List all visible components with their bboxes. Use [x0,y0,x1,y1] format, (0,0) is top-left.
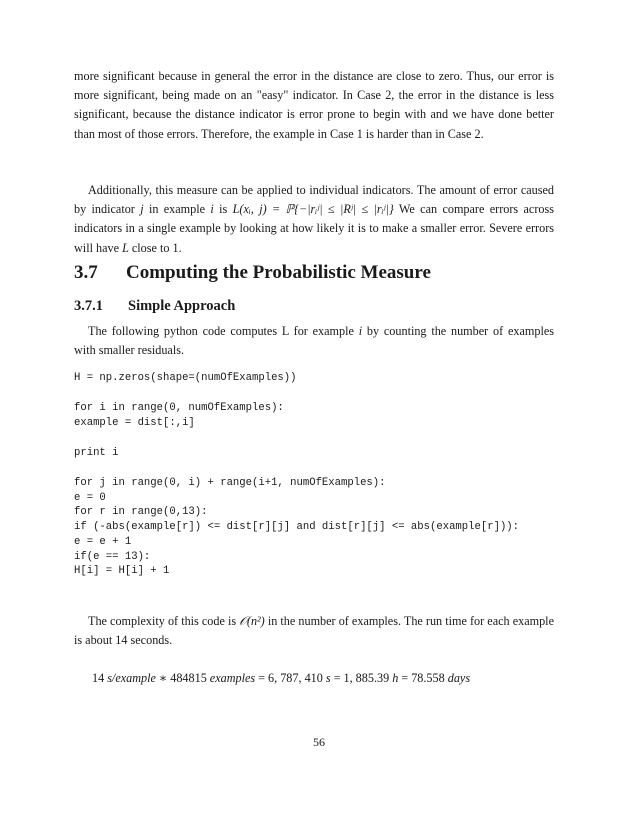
inline-formula-complexity: 𝒪(n²) [239,614,265,628]
equation-operator: ∗ [158,671,168,685]
math-variable-i: i [210,202,214,217]
equation-unit: h [392,671,399,685]
paragraph-text: The following python code computes L for example [88,324,359,338]
paragraph-text: in example [143,202,211,217]
math-variable-j: j [140,202,144,217]
section-heading [74,262,431,284]
paragraph-case-comparison [74,67,554,144]
runtime-equation [92,671,473,686]
paragraph-text: close to 1. [128,240,182,255]
equation-unit: examples [209,671,256,685]
code-block-inner-loop: for j in range(0, i) + range(i+1, numOfExamples): e = 0 for r in range(0,13): if (-abs(example[r]) <= dist[r][j] and dist[r][j] <= abs(example[r])): e = e + 1 if(e == 13): H[i] = H[i] + 1 [74,477,520,578]
section-number: 3.7 [74,262,98,283]
section-title: Computing the Probabilistic Measure [126,262,431,283]
paragraph-complexity [74,612,554,650]
paragraph-text: in the number of examples. The run time for each example is about 14 seconds. [74,614,554,648]
paragraph-code-intro [74,322,554,360]
page-number: 56 [313,735,325,749]
equation-term: 14 [92,671,105,685]
math-variable-i: i [358,324,363,338]
equation-unit: days [447,671,471,685]
subsection-heading [74,298,235,315]
paragraph-text: Additionally, this measure can be applied to individual indicators. The amount of error caused by indicator [74,183,554,217]
equation-unit: s/example [107,671,156,685]
paragraph-individual-indicators [74,181,554,258]
code-block-outer-loop: for i in range(0, numOfExamples): example = dist[:,i] [74,402,284,429]
paragraph-text: We can compare errors across indicators in a single example by looking at how likely it is to make a smaller error. Severe errors will have [74,202,554,255]
equation-operator: = [258,671,266,685]
equation-unit: s [325,671,331,685]
paragraph-text: is [213,202,233,217]
equation-operator: = [333,671,341,685]
math-variable-L: L [122,240,129,255]
inline-formula-L: L(xᵢ, j) = ℙ{−|rᵢʲ| ≤ |Rʲ| ≤ |rᵢʲ|} [232,202,394,217]
equation-term: 484815 [170,671,207,685]
equation-term: = 78.558 [401,671,445,685]
paragraph-text: more significant because in general the error in the distance are close to zero. Thus, our error is more significant, being made on an "easy" indicator. In Case 2, the error in the distance is less significant, because the distance indicator is error prone to begin with and we have done better than most of those errors. Therefore, the example in Case 1 is harder than in Case 2. [74,69,554,141]
equation-term: 6, 787, 410 [268,671,323,685]
paragraph-text: The complexity of this code is [88,614,240,628]
code-block-print: print i [74,447,119,459]
subsection-title: Simple Approach [128,298,236,314]
paragraph-text: by counting the number of examples with smaller residuals. [74,324,554,358]
equation-term: 1, 885.39 [343,671,390,685]
code-block-init: H = np.zeros(shape=(numOfExamples)) [74,372,297,384]
subsection-number: 3.7.1 [74,298,103,314]
